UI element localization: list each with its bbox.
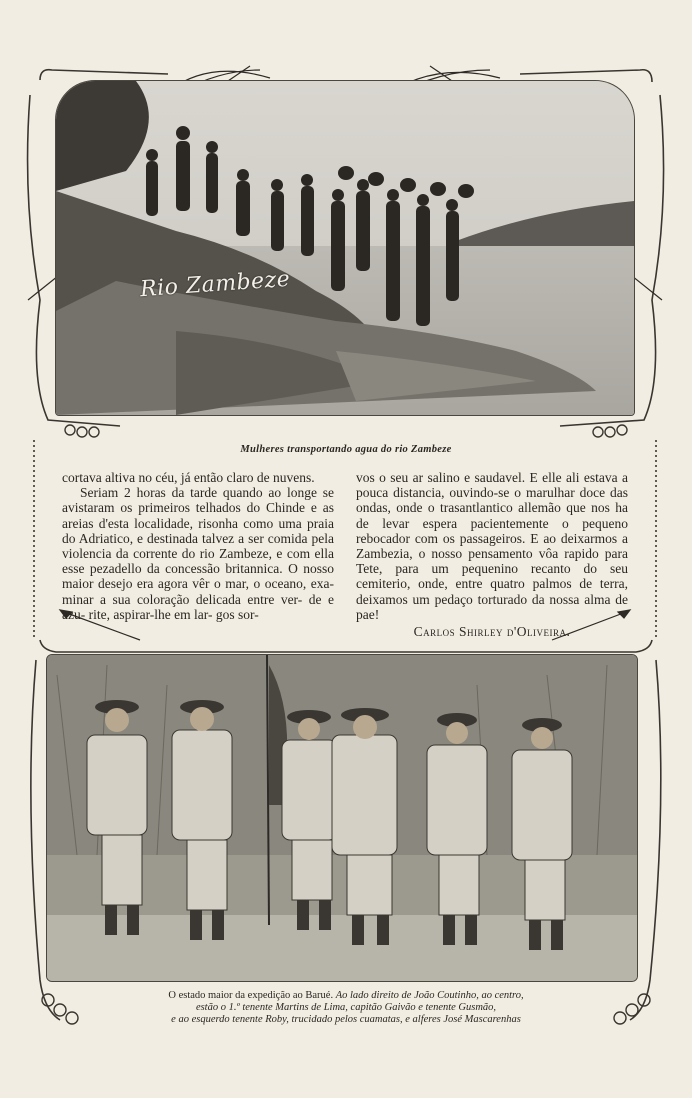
river-women-photo — [55, 80, 635, 416]
left-paragraph-1: cortava altiva no céu, já então claro de nuvens. — [62, 470, 315, 485]
expedition-staff-photo — [46, 654, 638, 982]
river-scene-image — [56, 81, 634, 415]
caption-line-2: estão o 1.º tenente Martins de Lima, capitão Gaivão e tenente Gusmão, — [195, 1002, 497, 1013]
right-paragraph-1: vos o seu ar salino e saudavel. E elle ali estava a pouca distancia, ouvindo-se o marulhar doce das ondas, onde o trasantlantico allemão que nos ha de levar espera pacientemente o pequeno rebocador com os passageiros. E ao deixarmos a Zambezia, o nosso pensamento vôa rapido para Tete, para um pequenino recanto do seu cemiterio, onde, entre quatro palmos de terra, deixamos um pedaço torturado da nossa alma de pae! — [356, 470, 628, 622]
top-photo-caption: Mulheres transportando agua do rio Zambeze — [240, 444, 452, 455]
rio-zambeze-inscription: Rio Zambeze — [139, 266, 292, 303]
author-signature: Carlos Shirley d'Oliveira. — [413, 624, 571, 640]
article-right-column — [356, 470, 628, 639]
caption-title: O estado maior da expedição ao Barué. — [168, 990, 334, 1001]
bottom-photo-caption — [0, 990, 692, 1026]
caption-detail: Ao lado direito de João Coutinho, ao centro, — [335, 990, 524, 1001]
left-paragraph-2: Seriam 2 horas da tarde quando ao longe se avistaram os primeiros telhados do Chinde e as areias d'esta localidade, risonha como uma praia do Adriatico, e destinada talvez a ser comida pela violencia da corrente do rio Zambeze, e com ella esse pezadello da concessão britannica. O nosso maior desejo era agora vêr o mar, o oceano, exa- minar a sua coloração delicada entre ver- de e azu- rite, aspirar-lhe em lar- gos sor- — [62, 485, 334, 622]
caption-line-1 — [0, 990, 692, 1002]
caption-line-3: e ao esquerdo tenente Roby, trucidado pelos cuamatas, e alferes José Mascarenhas — [171, 1014, 521, 1025]
officers-group-image — [47, 655, 637, 981]
article-left-column — [62, 470, 334, 622]
